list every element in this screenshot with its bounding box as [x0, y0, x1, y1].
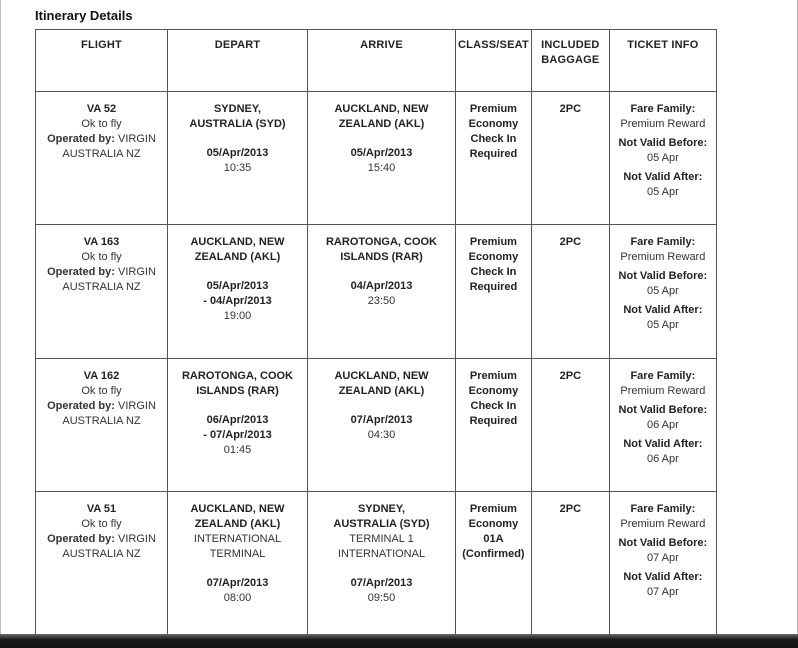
table-row: [36, 92, 717, 225]
arrive-cell: AUCKLAND, NEW ZEALAND (AKL) 05/Apr/2013 15:40: [308, 92, 456, 225]
depart-date-range: - 07/Apr/2013: [203, 429, 272, 441]
flight-cell: VA 162 Ok to fly Operated by: VIRGIN AUSTRALIA NZ: [36, 359, 168, 492]
depart-cell: RAROTONGA, COOK ISLANDS (RAR) 06/Apr/2013 - 07/Apr/2013 01:45: [168, 359, 308, 492]
flight-number: VA 162: [83, 370, 120, 382]
flight-number: VA 163: [83, 236, 120, 248]
flight-status: Ok to fly: [81, 518, 122, 530]
arrive-cell: RAROTONGA, COOK ISLANDS (RAR) 04/Apr/2013 23:50: [308, 225, 456, 359]
flight-number: VA 52: [86, 103, 117, 115]
depart-time: 19:00: [223, 310, 252, 322]
depart-date: 06/Apr/2013: [206, 414, 269, 426]
depart-cell: AUCKLAND, NEW ZEALAND (AKL) INTERNATIONAL TERMINAL 07/Apr/2013 08:00: [168, 492, 308, 638]
section-heading: Itinerary Details: [35, 8, 133, 23]
depart-date: 07/Apr/2013: [206, 577, 269, 589]
operator: Operated by: VIRGIN: [47, 133, 156, 145]
arrive-cell: SYDNEY, AUSTRALIA (SYD) TERMINAL 1 INTERNATIONAL 07/Apr/2013 09:50: [308, 492, 456, 638]
column-header-flight: FLIGHT: [36, 30, 168, 92]
depart-time: 01:45: [223, 444, 252, 456]
operator: Operated by: VIRGIN: [47, 533, 156, 545]
column-header-ticket-info: TICKET INFO: [609, 30, 716, 92]
depart-time: 08:00: [223, 592, 252, 604]
header-row: [36, 30, 717, 92]
operator: Operated by: VIRGIN: [47, 266, 156, 278]
flight-number: VA 51: [86, 503, 117, 515]
flight-cell: VA 52 Ok to fly Operated by: VIRGIN AUSTRALIA NZ: [36, 92, 168, 225]
baggage-cell: 2PC: [531, 225, 609, 359]
itinerary-table: [35, 29, 717, 638]
flight-status: Ok to fly: [81, 251, 122, 263]
table-row: [36, 225, 717, 359]
depart-cell: SYDNEY, AUSTRALIA (SYD) 05/Apr/2013 10:35: [168, 92, 308, 225]
class-seat-cell: Premium Economy 01A (Confirmed): [456, 492, 532, 638]
table-row: [36, 359, 717, 492]
flight-status: Ok to fly: [81, 118, 122, 130]
arrive-terminal: TERMINAL 1: [349, 533, 414, 545]
arrive-time: 23:50: [367, 295, 396, 307]
depart-cell: AUCKLAND, NEW ZEALAND (AKL) 05/Apr/2013 - 04/Apr/2013 19:00: [168, 225, 308, 359]
class-seat-cell: Premium Economy Check In Required: [456, 359, 532, 492]
baggage-cell: 2PC: [531, 359, 609, 492]
class-seat-cell: Premium Economy Check In Required: [456, 92, 532, 225]
arrive-cell: AUCKLAND, NEW ZEALAND (AKL) 07/Apr/2013 04:30: [308, 359, 456, 492]
column-header-baggage: INCLUDED BAGGAGE: [531, 30, 609, 92]
column-header-arrive: ARRIVE: [308, 30, 456, 92]
operator: Operated by: VIRGIN: [47, 400, 156, 412]
depart-time: 10:35: [223, 162, 252, 174]
arrive-date: 07/Apr/2013: [350, 414, 413, 426]
arrive-date: 07/Apr/2013: [350, 577, 413, 589]
depart-date: 05/Apr/2013: [206, 147, 269, 159]
flight-cell: VA 163 Ok to fly Operated by: VIRGIN AUSTRALIA NZ: [36, 225, 168, 359]
ticket-info-cell: Fare Family: Premium Reward Not Valid Before: 07 Apr Not Valid After: 07 Apr: [609, 492, 716, 638]
ticket-info-cell: Fare Family: Premium Reward Not Valid Before: 05 Apr Not Valid After: 05 Apr: [609, 92, 716, 225]
depart-date-range: - 04/Apr/2013: [203, 295, 272, 307]
table-row: [36, 492, 717, 638]
arrive-time: 09:50: [367, 592, 396, 604]
flight-cell: VA 51 Ok to fly Operated by: VIRGIN AUSTRALIA NZ: [36, 492, 168, 638]
column-header-depart: DEPART: [168, 30, 308, 92]
column-header-class-seat: CLASS/SEAT: [456, 30, 532, 92]
baggage-cell: 2PC: [531, 492, 609, 638]
arrive-time: 15:40: [367, 162, 396, 174]
ticket-info-cell: Fare Family: Premium Reward Not Valid Before: 05 Apr Not Valid After: 05 Apr: [609, 225, 716, 359]
bottom-bar: [0, 634, 798, 648]
flight-status: Ok to fly: [81, 385, 122, 397]
seat-number: 01A: [483, 533, 504, 545]
arrive-date: 05/Apr/2013: [350, 147, 413, 159]
ticket-info-cell: Fare Family: Premium Reward Not Valid Before: 06 Apr Not Valid After: 06 Apr: [609, 359, 716, 492]
arrive-time: 04:30: [367, 429, 396, 441]
seat-status: (Confirmed): [462, 548, 525, 560]
class-seat-cell: Premium Economy Check In Required: [456, 225, 532, 359]
baggage-cell: 2PC: [531, 92, 609, 225]
depart-terminal: INTERNATIONAL: [193, 533, 282, 545]
arrive-date: 04/Apr/2013: [350, 280, 413, 292]
depart-date: 05/Apr/2013: [206, 280, 269, 292]
